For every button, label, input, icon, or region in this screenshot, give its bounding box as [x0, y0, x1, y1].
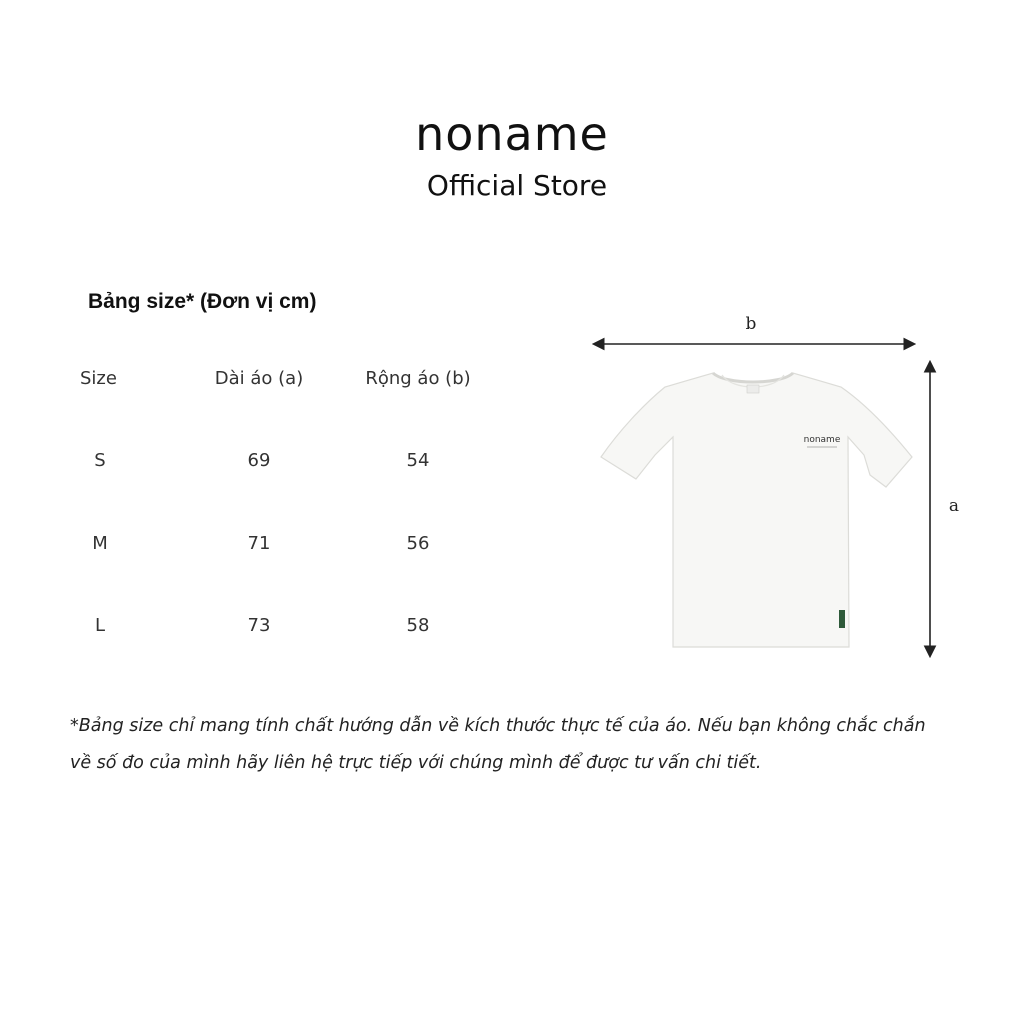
- width-label: b: [745, 314, 757, 334]
- width-cell: 56: [406, 533, 430, 554]
- width-cell: 58: [406, 615, 430, 636]
- shirt-logo: noname: [803, 435, 841, 445]
- width-cell: 54: [406, 450, 430, 471]
- size-cell: L: [94, 615, 106, 636]
- size-cell: S: [94, 450, 106, 471]
- column-header-size: Size: [80, 368, 117, 389]
- size-table-title: Bảng size* (Đơn vị cm): [88, 290, 317, 313]
- column-header-length: Dài áo (a): [214, 368, 304, 389]
- tshirt-size-diagram: [585, 305, 985, 665]
- size-disclaimer-note: [70, 708, 1010, 782]
- size-cell: M: [92, 533, 108, 554]
- store-subtitle: Official Store: [426, 169, 608, 202]
- tshirt-image: [601, 373, 912, 647]
- side-tag: [839, 610, 845, 628]
- brand-logo: noname: [415, 107, 609, 161]
- length-cell: 69: [247, 450, 271, 471]
- length-label: a: [948, 496, 960, 516]
- column-header-width: Rộng áo (b): [365, 368, 471, 389]
- note-line-2: về số đo của mình hãy liên hệ trực tiếp với chúng mình để được tư vấn chi tiết.: [70, 753, 762, 773]
- length-cell: 73: [247, 615, 271, 636]
- length-cell: 71: [247, 533, 271, 554]
- neck-label: [747, 385, 759, 393]
- note-line-1: *Bảng size chỉ mang tính chất hướng dẫn về kích thước thực tế của áo. Nếu bạn không chắc chắn: [70, 716, 926, 736]
